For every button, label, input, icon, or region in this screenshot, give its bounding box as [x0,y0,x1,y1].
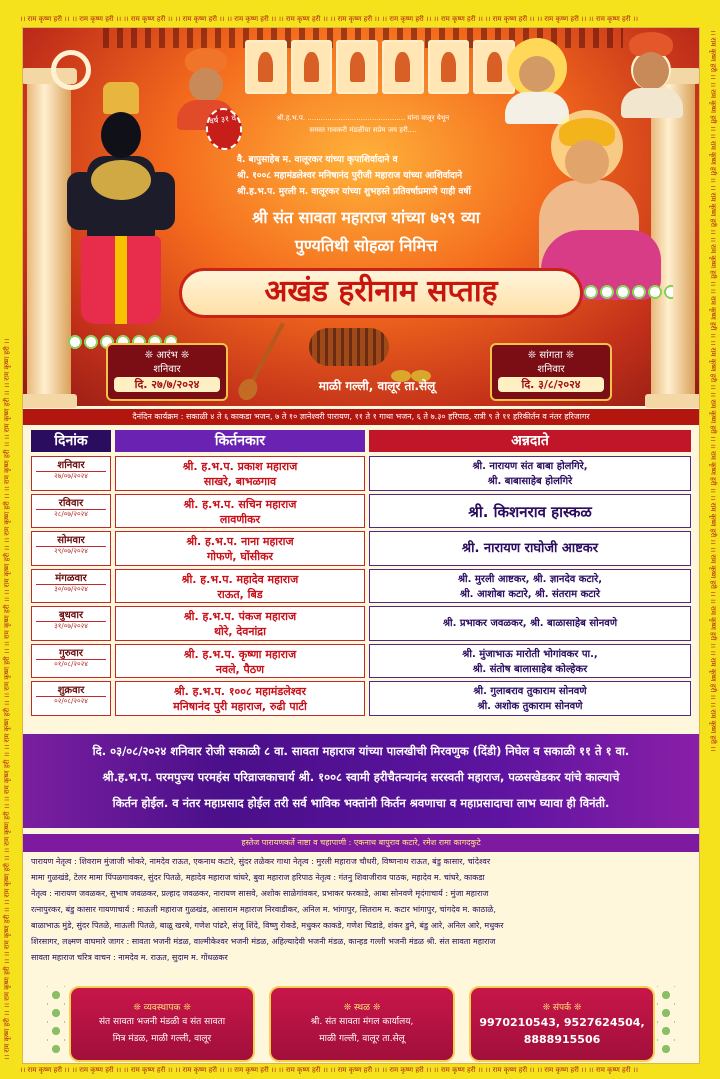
annadate-line: श्री. मुरली आष्टकर, श्री. ज्ञानदेव कटारे, [457,573,603,585]
day-name: गुरुवार [59,647,83,659]
vine-decoration-right [657,986,675,1056]
day-name: मंगळवार [55,572,87,584]
border-text-left: ।। राम कृष्ण हरी ।। ।। राम कृष्ण हरी ।। ।। राम कृष्ण हरी ।। ।। राम कृष्ण हरी ।। ।। राम कृष्ण हरी ।। ।। राम कृष्ण हरी ।। ।। राम कृष्ण हरी ।। ।। राम कृष्ण हरी ।। ।। राम कृष्ण हरी ।। ।। राम कृष्ण हरी ।। ।। राम कृष्ण हरी ।। ।। राम कृष्ण हरी ।। ।। राम कृष्ण हरी ।। ।। राम कृष्ण हरी ।। [3,338,11,1060]
vitthal-image [61,68,179,348]
annadate-cell [369,531,691,566]
contact-heading: ❊ संपर्क ❊ [542,1003,582,1013]
organizer-line-1: संत सावता भजनी मंडळी व संत सावता [98,1017,226,1027]
credits-line: मामा गुळखंडे, टेलर मामा पिंपळगावकर, सुंदर पितळे, महादेव महाराज चांघरे, बुवा महाराज हरिपाठ नेतृत्व : गंतनु शिवाजीराव पाठक, महादेव म. चांघरे, काकडा [31,873,485,882]
credits-line: सावता महाराज चरित्र वाचन : नामदेव म. राऊत, सुदाम म. गोंधळकर [31,953,228,962]
contact-phone-1: 9970210543, 9527624504, [479,1016,645,1029]
kirtankar-line: श्री. ह.भ.प. कृष्णा महाराज [183,647,297,661]
annadate-cell [369,569,691,604]
header-date: दिनांक [31,430,111,452]
venue-line: माळी गल्ली, वालूर ता.सेलू [318,379,436,393]
annadate-cell [369,606,691,641]
sponsor-line: हस्तेज पारायणकर्ते नाष्टा व चहापाणी : एकनाथ बापुराव कटारे, रमेश रामा कागदकुटे [23,834,699,852]
contact-phone-2: 8888915506 [523,1033,601,1046]
date-cell [31,494,111,529]
procession-line-1: दि. ०३/०८/२०२४ शनिवार रोजी सकाळी ८ वा. सावता महाराज यांच्या पालखीची मिरवणुक (दिंडी) निघेल व सकाळी ११ ते १ वा. [92,744,630,758]
year-badge: वर्ष ३१ वे [203,106,244,153]
event-title-line-1: श्री संत सावता महाराज यांच्या ७२९ व्या [252,208,480,227]
blessing-line-1: वै. बापुसाहेब म. वालूरकर यांच्या कृपाशिर्वादाने व [237,155,398,165]
day-name: रविवार [58,497,84,509]
day-date: २८/०७/२०२४ [36,509,106,519]
annadate-cell [369,456,691,491]
annadate-cell [369,644,691,679]
start-date-box [106,343,228,401]
saint-image-top-right-2 [619,32,685,118]
main-title: अखंड हरीनाम सप्ताह [179,268,583,318]
table-row [31,531,691,566]
date-cell [31,569,111,604]
end-day: शनिवार [537,364,565,375]
organizer-heading: ❊ व्यवस्थापक ❊ [133,1003,191,1013]
deity-photo [291,40,333,94]
table-row [31,681,691,716]
kirtankar-line: नवले, पैठण [215,662,265,676]
day-name: सोमवार [57,535,85,546]
annadate-line: श्री. किशनराव हास्कळ [468,502,592,521]
annadate-line: श्री. नारायण संत बाबा होलगिरे, [472,461,588,472]
organizer-box [69,986,255,1062]
credits-line: शिरसागर, लक्ष्मण वाघमारे जागर : सावता भजनी मंडळ, वाल्मीकेश्वर भजनी मंडळ, अहिल्यादेवी भजनी मंडळ, कान्हड गल्ली भजनी मंडळ श्री. संत सावता महाराज [31,937,496,946]
day-name: बुधवार [58,610,84,621]
table-row [31,606,691,641]
date-cell [31,606,111,641]
deity-photo [382,40,424,94]
kirtankar-cell [115,681,365,716]
flower-garland-right [583,284,673,300]
banner [23,28,699,406]
procession-line-3: किर्तन होईल. व नंतर महाप्रसाद होईल तरी सर्व भाविक भक्तांनी किर्तन श्रवणाचा व महाप्रसादाचा लाभ घ्यावा ही विनंती. [112,796,610,810]
border-text-top: ।। राम कृष्ण हरी ।। ।। राम कृष्ण हरी ।। ।। राम कृष्ण हरी ।। ।। राम कृष्ण हरी ।। ।। राम कृष्ण हरी ।। ।। राम कृष्ण हरी ।। ।। राम कृष्ण हरी ।। ।। राम कृष्ण हरी ।। ।। राम कृष्ण हरी ।। ।। राम कृष्ण हरी ।। ।। राम कृष्ण हरी ।। ।। राम कृष्ण हरी ।। [20,15,638,23]
contact-box [469,986,655,1062]
start-date: दि. २७/७/२०२४ [114,377,220,392]
annadate-line: श्री. मुंजाभाऊ मारोती भोगांवकर पा., [462,648,598,660]
day-date: ३१/०७/२०२४ [36,621,106,631]
table-header [31,430,691,452]
kirtankar-line: श्री. ह.भ.प. सचिन महाराज [183,497,297,511]
annadate-line: श्री. संतोष बालासाहेब कोल्हेकर [472,663,588,675]
annadate-line: श्री. प्रभाकर जवळकर, श्री. बाळासाहेब सोनवणे [442,618,618,629]
kirtankar-line: थोरे, देवनांद्रा [214,625,266,638]
mridang-icon [309,328,389,366]
annadate-cell [369,494,691,529]
organizer-line-2: मित्र मंडळ, माळी गल्ली, वालूर [112,1034,212,1044]
daily-schedule-strip: दैनंदिन कार्यक्रम : सकाळी ४ ते ६ काकडा भजन, ७ ते १० ज्ञानेश्वरी पारायण, ११ ते १ गाथा भजन, ६ ते ७.३० हरिपाठ, रात्री ९ ते ११ हरिकीर्तन व नंतर हरिजागर [23,409,699,425]
end-label: ❊ सांगता ❊ [527,350,575,361]
day-date: ३०/०७/२०२४ [36,584,106,594]
kirtankar-cell [115,494,365,529]
day-date: २९/०७/२०२४ [36,546,106,556]
day-date: ०२/०८/२०२४ [36,696,106,706]
date-cell [31,531,111,566]
venue-heading: ❊ स्थळ ❊ [343,1003,381,1013]
border-text-bottom: ।। राम कृष्ण हरी ।। ।। राम कृष्ण हरी ।। ।। राम कृष्ण हरी ।। ।। राम कृष्ण हरी ।। ।। राम कृष्ण हरी ।। ।। राम कृष्ण हरी ।। ।। राम कृष्ण हरी ।। ।। राम कृष्ण हरी ।। ।। राम कृष्ण हरी ।। ।। राम कृष्ण हरी ।। ।। राम कृष्ण हरी ।। ।। राम कृष्ण हरी ।। [20,1066,638,1074]
event-title-line-2: पुण्यतिथी सोहळा निमित्त [294,236,438,255]
table-row [31,644,691,679]
annadate-line: श्री. आशोबा कटारे, श्री. संतराम कटारे [460,588,600,600]
blessing-line-3: श्री.ह.भ.प. मुरली म. वालूरकर यांच्या शुभहस्ते प्रतिवर्षाप्रमाणे याही वर्षी [237,187,471,197]
date-cell [31,681,111,716]
kirtankar-line: लावणीकर [219,512,261,526]
deity-photo [336,40,378,94]
table-row [31,494,691,529]
deity-photo [245,40,287,94]
venue-box [269,986,455,1062]
kirtankar-line: गोफणे, घोंसीकर [206,550,274,563]
annadate-line: श्री. गुलाबराव तुकाराम सोनवणे [473,686,587,697]
poster-body [22,27,700,1064]
kirtankar-line: मनिषानंद पुरी महाराज, रुढी पाटी [173,700,307,713]
credits-line: नेतृत्व : नारायण जवळकर, सुभाष जवळकर, प्रल्हाद जवळकर, नारायण सासवे, अशोक साळेगांवकर, प्रभाकर फरकाडे, आबा सोनवणे मृदंगाचार्य : मुंजा महाराज [31,889,489,898]
procession-line-2: श्री.ह.भ.प. परमपुज्य परमहंस परिव्राजकाचार्य श्री. १००८ स्वामी हरीचैतन्यानंद सरस्वती महाराज, पळसखेडकर यांचे काल्याचे [102,770,620,784]
header-annadate: अन्नदाते [369,430,691,452]
day-name: शुक्रवार [57,685,85,696]
greeting-line: समस्त गावकरी मंडळींचा सप्रेम जय हरी.... [309,126,417,134]
end-date: दि. ३/८/२०२४ [498,377,604,392]
kirtankar-line: राऊत, बिड [217,587,263,601]
day-name: शनिवार [57,460,85,471]
kirtankar-cell [115,606,365,641]
date-cell [31,456,111,491]
blessing-line-2: श्री. १००८ महामंडलेश्वर मनिषानंद पुरीजी महाराज यांच्या आशिर्वादाने [237,171,463,181]
border-text-right: ।। राम कृष्ण हरी ।। ।। राम कृष्ण हरी ।। ।। राम कृष्ण हरी ।। ।। राम कृष्ण हरी ।। ।। राम कृष्ण हरी ।। ।। राम कृष्ण हरी ।। ।। राम कृष्ण हरी ।। ।। राम कृष्ण हरी ।। ।। राम कृष्ण हरी ।। ।। राम कृष्ण हरी ।। ।। राम कृष्ण हरी ।। ।। राम कृष्ण हरी ।। ।। राम कृष्ण हरी ।। ।। राम कृष्ण हरी ।। [709,30,717,752]
annadate-cell [369,681,691,716]
start-day: शनिवार [153,364,181,375]
kirtankar-cell [115,531,365,566]
kirtankar-line: श्री. ह.भ.प. महादेव महाराज [181,572,299,586]
credits-block [31,854,691,966]
kirtankar-cell [115,569,365,604]
end-date-box [490,343,612,401]
start-label: ❊ आरंभ ❊ [144,350,190,361]
kirtankar-line: श्री. ह.भ.प. नाना महाराज [186,535,294,548]
kirtankar-line: श्री. ह.भ.प. १००८ महामंडलेश्वर [173,685,307,698]
table-row [31,569,691,604]
credits-line: रत्नापुरकर, बंडु कासार गायणाचार्य : माऊली महाराज गुळखंड, आसाराम महाराज निरवाडीकर, अनिल म. भांगापुर, सितराम म. कटार भांगापुर, चांगदेव म. काठाळे, [31,905,496,914]
kirtankar-line: श्री. ह.भ.प. पंकज महाराज [183,610,297,623]
kirtankar-cell [115,456,365,491]
vine-decoration-left [47,986,65,1056]
annadate-line: श्री. नारायण राघोजी आष्टकर [461,541,599,556]
header-kirtankar: किर्तनकार [115,430,365,452]
credits-line: बाळाभाऊ मुंडे, सुंदर पितळे, माऊली पितळे, बाळू खरबे, गणेश पांढरे, संजू शिंदे, विष्णु रोकडे, मधुकर काकडे, गणेश चिडाडे, शंकर डुमे, बंडु आरे, अनिल आरे, मधुकर [31,921,504,930]
kirtankar-cell [115,644,365,679]
kirtankar-line: साखरे, बाभळगाव [203,475,277,488]
venue-line-1: श्री. संत सावता मंगल कार्यालय, [310,1017,414,1027]
schedule-table [31,430,691,713]
annadate-line: श्री. अशोक तुकाराम सोनवणे [477,701,583,712]
day-date: ०१/०८/२०२४ [36,659,106,669]
kirtankar-line: श्री. ह.भ.प. प्रकाश महाराज [182,460,298,473]
deity-photo-strip [245,40,515,94]
venue-line-2: माळी गल्ली, वालूर ता.सेलू [319,1034,405,1044]
day-date: २७/०७/२०२४ [36,471,106,481]
invitee-line: श्री.ह.भ.प. ............................................ यांना वालूर येथून [276,114,450,122]
date-cell [31,644,111,679]
credits-line: पारायण नेतृत्व : शिवराम मुंजाजी भोकरे, नामदेव राऊत, एकनाथ कटारे, सुंदर तळेकर गाथा नेतृत्व : मुरली महाराज चौधरी, विष्णनाथ राऊत, बंडु कासार, चांदेश्वर [31,857,491,866]
procession-notice [23,734,699,828]
annadate-line: श्री. बाबासाहेब होलगिरे [487,476,573,487]
deity-photo [428,40,470,94]
table-row [31,456,691,491]
